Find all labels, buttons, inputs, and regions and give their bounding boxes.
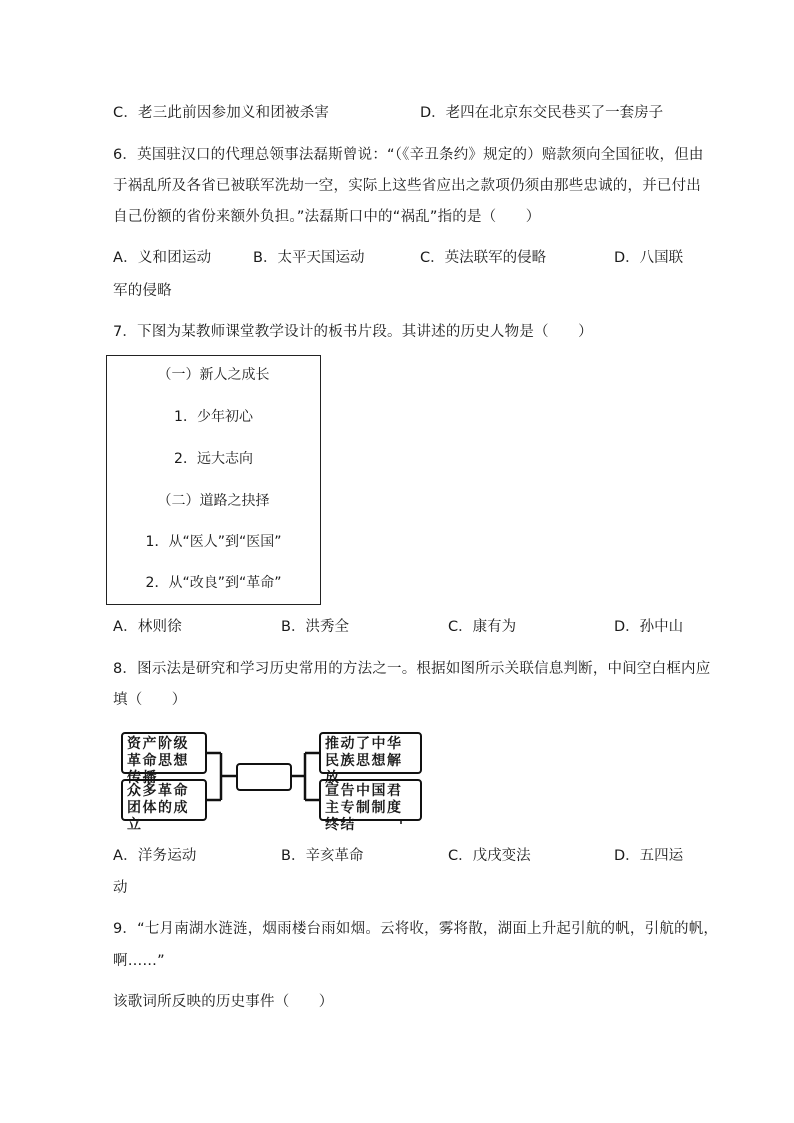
q8-option-b: B．辛亥革命 xyxy=(281,848,364,864)
q6-option-b: B．太平天国运动 xyxy=(253,250,365,266)
diagram-box-revolutionary-groups: 众多革命团体的成立 xyxy=(121,779,207,821)
board-item-1: 1．少年初心 xyxy=(174,409,253,425)
diagram-box-end-of-autocracy: 宣告中国君主专制制度终结 xyxy=(319,779,422,821)
q8-relationship-diagram xyxy=(113,727,433,833)
q7-option-b: B．洪秀全 xyxy=(281,619,349,635)
diagram-box-national-liberation: 推动了中华民族思想解放 xyxy=(319,732,422,774)
board-item-2: 2．远大志向 xyxy=(174,451,253,467)
q6-option-d-cont: 军的侵略 xyxy=(113,283,172,299)
board-item-3: 1．从“医人”到“医国” xyxy=(145,534,282,550)
q6-stem-line-3: 自己份额的省份来额外负担。”法磊斯口中的“祸乱”指的是（ ） xyxy=(113,209,541,225)
q9-lyrics-line-1: 9．“七月南湖水涟涟，烟雨楼台雨如烟。云将收，雾将散，湖面上升起引航的帆，引航的帆， xyxy=(113,921,719,937)
q7-board-excerpt xyxy=(106,355,321,605)
q7-option-c: C．康有为 xyxy=(448,619,517,635)
board-item-4: 2．从“改良”到“革命” xyxy=(145,575,282,591)
q9-stem: 该歌词所反映的历史事件（ ） xyxy=(113,994,334,1010)
q5-option-c: C．老三此前因参加义和团被杀害 xyxy=(113,105,330,121)
q5-option-d: D．老四在北京东交民巷买了一套房子 xyxy=(420,105,664,121)
diagram-box-revolutionary-ideas: 资产阶级革命思想传播 xyxy=(121,732,207,774)
q6-stem-line-1: 6．英国驻汉口的代理总领事法磊斯曾说：“（《辛丑条约》规定的）赔款须向全国征收，但由 xyxy=(113,147,704,163)
q8-option-d-cont: 动 xyxy=(113,880,128,896)
q6-option-d: D．八国联 xyxy=(614,250,684,266)
q8-stem-line-2: 填（ ） xyxy=(113,692,187,708)
q8-option-c: C．戊戌变法 xyxy=(448,848,531,864)
q7-option-a: A．林则徐 xyxy=(113,619,182,635)
q6-option-c: C．英法联军的侵略 xyxy=(420,250,547,266)
q8-stem-line-1: 8．图示法是研究和学习历史常用的方法之一。根据如图所示关联信息判断，中间空白框内应 xyxy=(113,661,711,677)
board-heading-2: （二）道路之抉择 xyxy=(157,493,270,509)
diagram-center-blank-box xyxy=(236,763,292,791)
q7-stem: 7．下图为某教师课堂教学设计的板书片段。其讲述的历史人物是（ ） xyxy=(113,324,593,340)
q8-option-d: D．五四运 xyxy=(614,848,684,864)
board-heading-1: （一）新人之成长 xyxy=(157,367,270,383)
q9-lyrics-line-2: 啊……” xyxy=(113,953,165,969)
q7-option-d: D．孙中山 xyxy=(614,619,684,635)
q8-option-a: A．洋务运动 xyxy=(113,848,197,864)
q6-stem-line-2: 于祸乱所及各省已被联军洗劫一空，实际上这些省应出之款项仍须由那些忠诚的，并已付出 xyxy=(113,178,701,194)
q6-option-a: A．义和团运动 xyxy=(113,250,212,266)
